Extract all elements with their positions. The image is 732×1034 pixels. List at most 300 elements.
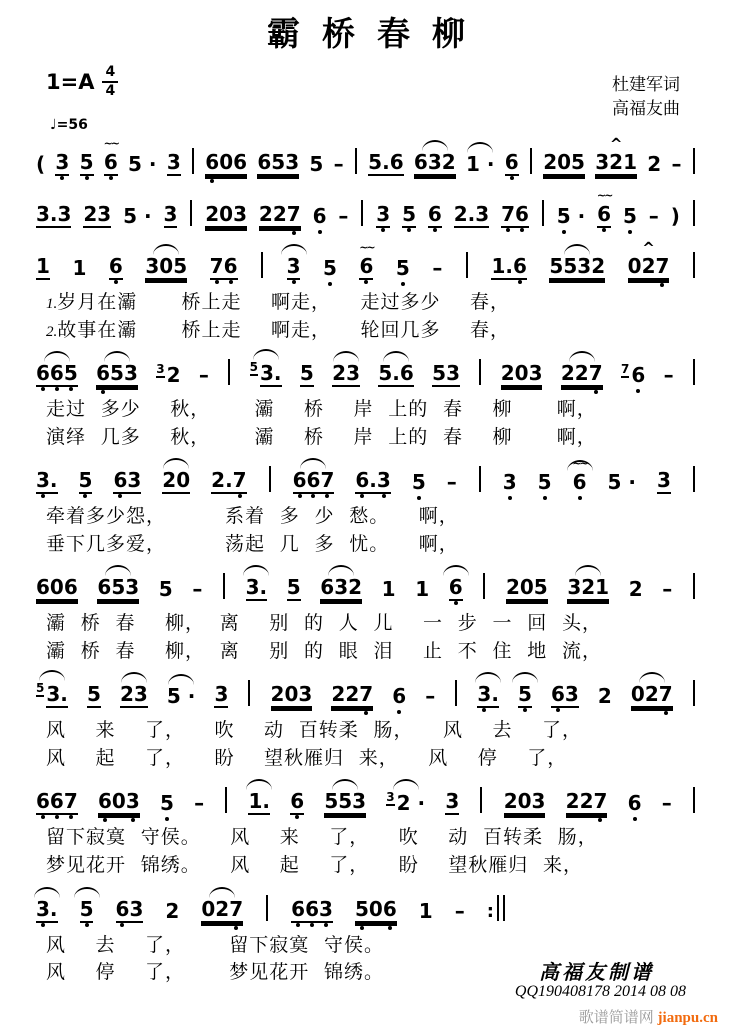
note-char	[137, 206, 144, 226]
note-group	[518, 684, 532, 708]
note-group	[320, 577, 362, 601]
note-char: 2	[166, 363, 181, 388]
music-cell	[36, 363, 78, 387]
music-cell	[165, 898, 180, 923]
music-cell	[378, 363, 413, 387]
barline-icon	[466, 252, 468, 278]
barline-icon	[269, 466, 271, 492]
note-char: 5	[309, 152, 324, 176]
score-system	[34, 133, 698, 185]
note-char: 6	[399, 361, 414, 386]
note-group	[210, 256, 238, 280]
note-char: .	[382, 150, 390, 174]
note-char: 5	[286, 575, 301, 600]
music-cell	[287, 256, 301, 280]
note-char: 6	[49, 789, 64, 814]
note-group	[128, 154, 157, 176]
music-cell	[629, 579, 643, 601]
note-char: 2	[396, 791, 411, 816]
note-char: 5	[518, 682, 532, 707]
music-line	[34, 665, 698, 717]
note-group	[402, 204, 416, 228]
qq-date: QQ190408178 2014 08 08	[514, 983, 686, 1000]
music-cell	[368, 152, 403, 176]
note-char: 2	[162, 468, 177, 493]
music-line	[34, 185, 698, 237]
note-group	[355, 470, 390, 494]
note-char: 7	[286, 202, 301, 226]
mordent-icon: ~~	[359, 241, 374, 254]
note-char: 3	[57, 202, 72, 226]
note-group	[359, 241, 374, 280]
score-system	[34, 185, 698, 237]
music-cell	[501, 363, 543, 387]
note-char: .	[262, 789, 270, 814]
note-char: 2	[591, 254, 606, 278]
grace-note: 3	[156, 362, 165, 377]
music-cell	[320, 577, 362, 601]
music-cell	[167, 152, 181, 176]
music-cell	[445, 791, 459, 815]
note-char: 0	[630, 682, 645, 707]
music-cell	[300, 363, 314, 387]
music-cell	[293, 470, 335, 494]
note-group	[354, 896, 397, 923]
music-cell	[115, 896, 144, 923]
music-cell	[324, 791, 366, 815]
music-cell	[309, 154, 323, 176]
music-cell	[355, 470, 390, 494]
note-group	[466, 154, 495, 176]
note-char: 3	[475, 202, 490, 226]
note-char: 5	[323, 256, 337, 280]
music-cell	[201, 896, 244, 923]
verse-number: 2.	[46, 323, 58, 340]
note-char: 6	[448, 575, 463, 600]
music-cell	[334, 154, 344, 176]
score-system	[34, 237, 698, 344]
note-char: ·	[187, 684, 196, 709]
note-char: .	[505, 254, 513, 278]
note-char: 5	[111, 575, 126, 600]
note-char: 6	[115, 896, 130, 921]
note-char: 3	[298, 682, 313, 707]
note-char: 0	[49, 575, 64, 600]
barline-icon	[225, 787, 227, 813]
note-char: 3	[125, 575, 140, 600]
music-line	[34, 237, 698, 289]
key-signature	[46, 65, 692, 98]
note-char: .	[259, 575, 268, 600]
barline-icon	[530, 148, 532, 174]
music-cell	[561, 363, 603, 387]
note-group	[491, 256, 526, 280]
note-char: 3	[125, 789, 140, 814]
note-group	[378, 363, 413, 387]
music-cell	[567, 577, 609, 601]
note-group	[96, 363, 138, 387]
music-cell	[36, 791, 78, 815]
note-group	[246, 577, 268, 601]
note-char: 7	[232, 468, 247, 493]
note-char	[621, 472, 628, 492]
note-char: 7	[501, 202, 515, 226]
note-char: 5	[549, 254, 564, 278]
note-char: 2	[581, 575, 596, 600]
note-char: 1	[418, 898, 433, 923]
music-line	[34, 558, 698, 610]
music-cell	[491, 256, 526, 280]
note-char: 2	[543, 150, 558, 174]
note-char: 2	[165, 898, 180, 923]
note-group	[145, 256, 187, 280]
barline-icon	[248, 680, 250, 706]
note-char: 2	[83, 202, 98, 226]
note-group	[323, 258, 337, 280]
grace-note: 5	[249, 360, 258, 375]
score-system	[34, 344, 698, 451]
music-cell	[159, 579, 173, 601]
note-char: 5	[368, 150, 383, 174]
note-char: –	[662, 577, 673, 602]
note-char: 5	[166, 684, 181, 709]
note-char: 3	[334, 575, 349, 600]
note-char: 6	[257, 150, 272, 174]
music-cell	[98, 791, 140, 815]
note-char: 7	[658, 682, 673, 707]
music-cell	[454, 204, 489, 228]
accent-hat-icon: ^	[642, 239, 655, 257]
note-group	[631, 684, 673, 708]
note-group	[629, 579, 643, 601]
note-group	[397, 793, 426, 815]
barline-icon	[693, 200, 695, 226]
note-group	[271, 684, 313, 708]
music-cell	[36, 154, 45, 176]
note-char: 2	[500, 361, 515, 386]
credits	[612, 73, 680, 121]
music-cell	[214, 684, 228, 708]
note-char: –	[671, 152, 682, 176]
music-cell	[657, 470, 671, 494]
note-char: 6 ~~	[596, 189, 612, 226]
note-group	[608, 472, 637, 494]
music-cell	[290, 791, 304, 815]
note-char: 6	[49, 361, 64, 386]
note-group	[159, 579, 173, 601]
note-char: 5	[563, 254, 578, 278]
note-char: 6	[305, 896, 320, 921]
note-char: 6 ~~	[572, 457, 587, 495]
note-char: 0	[557, 150, 572, 174]
note-char: 6	[97, 575, 112, 600]
grace-note: 7	[620, 362, 630, 377]
note-char: 0	[368, 896, 383, 921]
note-char: 5	[533, 575, 548, 600]
note-char: .	[491, 682, 499, 707]
note-group	[79, 470, 93, 494]
music-cell	[414, 152, 456, 176]
barline-icon	[693, 787, 695, 813]
note-char: 7	[320, 468, 335, 493]
note-char: 6	[427, 202, 442, 226]
music-cell	[503, 472, 517, 494]
note-char: 0	[159, 254, 174, 278]
note-char: 2	[579, 789, 594, 814]
barline-icon	[693, 148, 695, 174]
note-group	[557, 206, 586, 228]
music-cell	[331, 684, 373, 708]
note-char: 5	[354, 896, 369, 921]
note-char: 2	[119, 682, 134, 707]
note-group	[447, 472, 457, 494]
music-cell	[595, 135, 638, 176]
note-group	[36, 256, 50, 280]
note-char: 2	[574, 361, 589, 386]
note-char: 3	[285, 150, 300, 174]
note-group	[36, 363, 78, 387]
note-group	[595, 152, 637, 176]
note-char: 3	[97, 202, 112, 226]
barline-icon	[693, 680, 695, 706]
note-char: 6	[515, 202, 529, 226]
note-char: –	[432, 256, 443, 280]
music-cell	[160, 793, 174, 815]
note-char: 0	[111, 789, 126, 814]
note-char: 2	[505, 575, 520, 600]
music-cell	[156, 363, 180, 387]
note-char: 3	[133, 682, 148, 707]
note-char: 3	[286, 254, 301, 278]
note-char: 5	[432, 361, 447, 386]
note-char: 6	[631, 363, 646, 388]
note-group	[162, 470, 190, 494]
lyric-line: 1.岁月在灞 桥上走 啊走， 走过多少 春，	[46, 292, 511, 313]
note-char: 6	[312, 204, 327, 228]
barline-icon	[261, 252, 263, 278]
music-cell	[211, 470, 246, 494]
music-line	[34, 344, 698, 396]
barline-icon	[693, 252, 695, 278]
music-cell	[123, 206, 152, 228]
note-group	[160, 793, 174, 815]
note-group	[165, 898, 180, 923]
note-char: 2	[628, 577, 643, 602]
note-group	[79, 896, 94, 923]
note-char: 2	[331, 682, 346, 707]
note-char: 3	[657, 468, 671, 493]
music-cell	[36, 470, 58, 494]
note-group	[392, 686, 406, 708]
note-group	[205, 152, 247, 176]
music-cell	[608, 472, 637, 494]
note-char: 2	[332, 361, 347, 386]
slur-arc-icon	[34, 887, 60, 898]
note-char: –	[661, 791, 672, 816]
note-char: 3	[531, 789, 546, 814]
music-cell	[627, 239, 670, 280]
note-group	[167, 152, 181, 176]
note-char: 5	[86, 682, 101, 707]
music-cell	[376, 204, 390, 228]
mordent-icon: ~~	[572, 457, 587, 471]
note-group	[477, 684, 499, 708]
note-char: 5	[411, 470, 426, 495]
music-cell	[205, 152, 247, 176]
note-group	[83, 204, 111, 228]
music-cell	[549, 256, 605, 280]
music-cell	[428, 204, 442, 228]
music-cell	[96, 363, 138, 387]
note-char: 5	[378, 361, 393, 386]
note-char: 5	[537, 470, 552, 495]
note-group	[192, 579, 202, 601]
note-char: 5	[299, 361, 314, 386]
note-char: .	[392, 361, 400, 386]
note-group	[671, 206, 680, 228]
music-cell	[210, 256, 238, 280]
barline-icon	[693, 359, 695, 385]
time-signature	[102, 65, 118, 98]
lyric-line: 风 来 了， 吹 动 百转柔 肠， 风 去 了，	[46, 720, 583, 742]
note-char: 6	[382, 896, 397, 921]
note-group	[415, 579, 429, 601]
note-char: 7	[655, 254, 670, 278]
note-char: 3	[36, 468, 50, 493]
note-group	[445, 791, 459, 815]
note-char: 5	[110, 361, 124, 386]
slur-arc-icon	[209, 887, 235, 898]
barline-icon	[266, 895, 268, 921]
note-group	[543, 152, 585, 176]
music-cell	[128, 154, 157, 176]
note-char: 3	[233, 202, 248, 226]
lyric-line: 风 去 了， 留下寂寞 守侯。	[46, 934, 385, 956]
slur-arc-icon	[39, 670, 65, 681]
note-char: 3	[166, 150, 181, 174]
note-char: 0	[514, 361, 529, 386]
note-char: 6	[233, 150, 248, 174]
music-cell	[662, 793, 672, 815]
note-char	[411, 793, 418, 813]
music-cell	[332, 363, 360, 387]
note-char: 6	[36, 789, 50, 814]
note-group	[561, 363, 603, 387]
note-char: 1	[623, 150, 638, 174]
note-char: 3	[502, 470, 517, 495]
note-group	[36, 204, 71, 228]
note-char: –	[663, 363, 674, 388]
note-char: 2	[647, 152, 662, 176]
note-group	[123, 206, 152, 228]
note-group	[205, 204, 247, 228]
note-group	[259, 204, 301, 228]
note-group	[549, 256, 605, 280]
music-cell	[628, 793, 642, 815]
verse-number: 1.	[46, 296, 58, 312]
music-cell	[386, 791, 425, 815]
note-char: ·	[144, 204, 152, 228]
note-group	[454, 898, 465, 923]
note-group	[501, 363, 543, 387]
note-char: .	[467, 202, 476, 226]
music-cell	[36, 896, 58, 923]
score-systems	[34, 133, 698, 987]
barline-icon	[190, 200, 192, 226]
score-system	[34, 665, 698, 772]
note-group	[80, 152, 94, 176]
music-cell	[432, 258, 442, 280]
key-label: 1=A	[46, 69, 95, 94]
note-group	[572, 457, 587, 495]
lyric-line: 风 停 了， 梦见花开 锦绣。	[46, 962, 385, 984]
note-char: 3	[528, 361, 543, 386]
note-char: 5	[324, 789, 339, 814]
music-cell	[543, 152, 585, 176]
note-group	[664, 365, 674, 387]
music-cell	[671, 206, 680, 228]
grace-note: 5	[36, 681, 45, 696]
lyric-line: 演绎 几多 秋， 灞 桥 岸 上的 春 柳 啊，	[46, 426, 597, 448]
music-cell	[505, 152, 519, 176]
music-cell	[396, 258, 410, 280]
note-group	[300, 363, 314, 387]
score-system	[34, 772, 698, 879]
note-group	[662, 793, 672, 815]
note-char: 6	[627, 791, 642, 816]
note-char: 5	[63, 361, 78, 386]
note-char: 6	[389, 150, 404, 174]
music-cell	[449, 577, 463, 601]
barline-icon	[479, 359, 481, 385]
music-cell	[72, 258, 86, 280]
note-group	[36, 896, 58, 923]
note-group	[211, 470, 246, 494]
note-group	[109, 256, 123, 280]
note-char: 2	[205, 202, 220, 226]
note-group	[503, 472, 517, 494]
note-char: ·	[486, 152, 495, 176]
note-group	[501, 204, 529, 228]
note-char: 3	[376, 468, 391, 493]
note-char: .	[60, 682, 68, 707]
music-cell	[83, 204, 111, 228]
music-cell	[415, 579, 429, 601]
song-title: 霸桥春柳	[267, 17, 487, 53]
time-bottom: 4	[105, 82, 116, 99]
music-cell	[199, 365, 209, 387]
note-group	[412, 472, 426, 494]
note-char: 3	[129, 896, 144, 921]
music-cell	[113, 470, 141, 494]
music-cell	[36, 682, 68, 708]
music-cell	[103, 137, 118, 176]
music-cell	[412, 472, 426, 494]
note-char: 3	[127, 468, 142, 493]
note-group	[368, 152, 403, 176]
note-group	[257, 152, 299, 176]
barline-icon	[455, 680, 457, 706]
note-group	[623, 206, 637, 228]
note-char: 2	[609, 150, 624, 174]
note-group	[628, 256, 670, 280]
music-line	[34, 133, 698, 185]
music-cell	[466, 154, 495, 176]
music-cell	[402, 204, 416, 228]
note-char: 5	[78, 468, 93, 493]
note-char: 7	[63, 789, 78, 814]
note-group	[657, 470, 671, 494]
